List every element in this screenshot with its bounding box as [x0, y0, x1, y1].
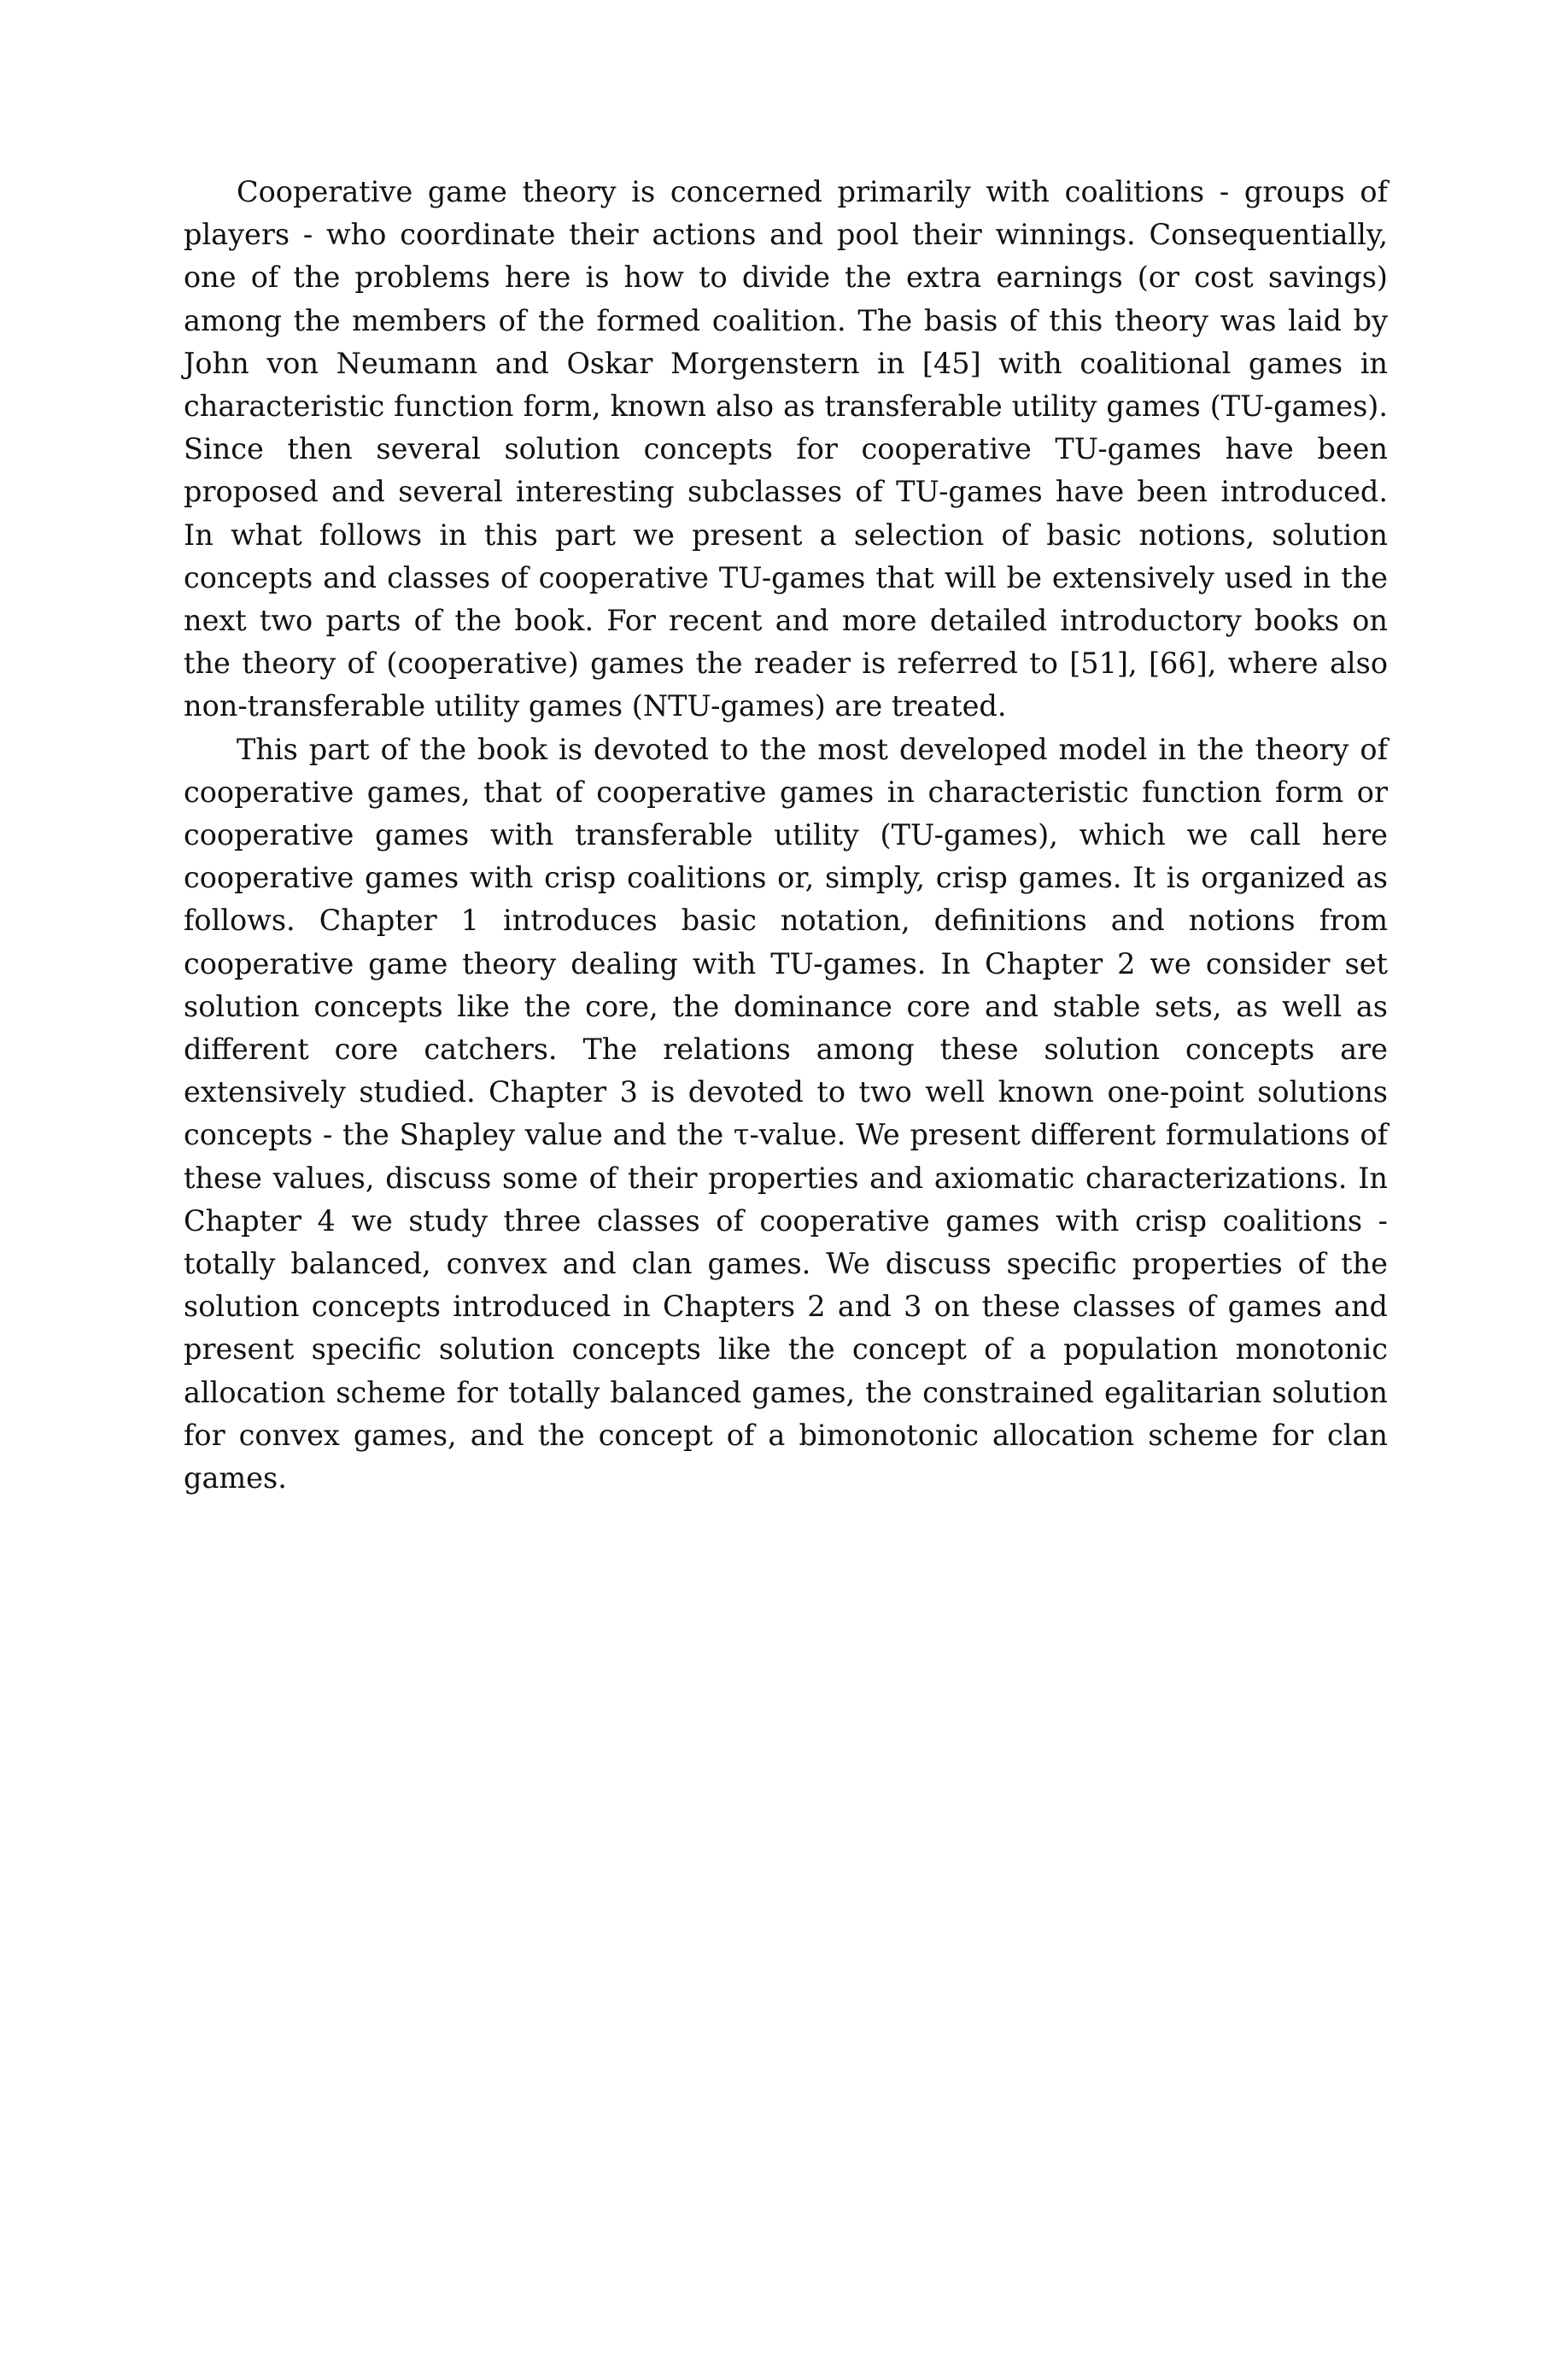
body-text [184, 171, 1388, 1500]
paragraph-intro: Cooperative game theory is concerned primarily with coalitions - groups of players - who coordinate their actions and pool their winnings. Consequentially, one of the problems here is how to divide the extra earnings (or cost savings) among the members of the formed coalition. The basis of this theory was laid by John von Neumann and Oskar Morgenstern in [45] with coalitional games in characteristic function form, known also as transferable utility games (TU-games). Since then several solution concepts for cooperative TU-games have been proposed and several interesting subclasses of TU-games have been introduced. In what follows in this part we present a selection of basic notions, solution concepts and classes of cooperative TU-games that will be extensively used in the next two parts of the book. For recent and more detailed introductory books on the theory of (cooperative) games the reader is referred to [51], [66], where also non-transferable utility games (NTU-games) are treated. [184, 175, 1388, 723]
paragraph-part-overview: This part of the book is devoted to the most developed model in the theory of cooperative games, that of cooperative games in characteristic function form or cooperative games with transferable utility (TU-games), which we call here cooperative games with crisp coalitions or, simply, crisp games. It is organized as follows. Chapter 1 introduces basic notation, definitions and notions from cooperative game theory dealing with TU-games. In Chapter 2 we consider set solution concepts like the core, the dominance core and stable sets, as well as different core catchers. The relations among these solution concepts are extensively studied. Chapter 3 is devoted to two well known one-point solutions concepts - the Shapley value and the τ-value. We present different formulations of these values, discuss some of their properties and axiomatic characterizations. In Chapter 4 we study three classes of cooperative games with crisp coalitions - totally balanced, convex and clan games. We discuss specific properties of the solution concepts introduced in Chapters 2 and 3 on these classes of games and present specific solution concepts like the concept of a population monotonic allocation scheme for totally balanced games, the constrained egalitarian solution for convex games, and the concept of a bimonotonic allocation scheme for clan games. [184, 732, 1388, 1495]
